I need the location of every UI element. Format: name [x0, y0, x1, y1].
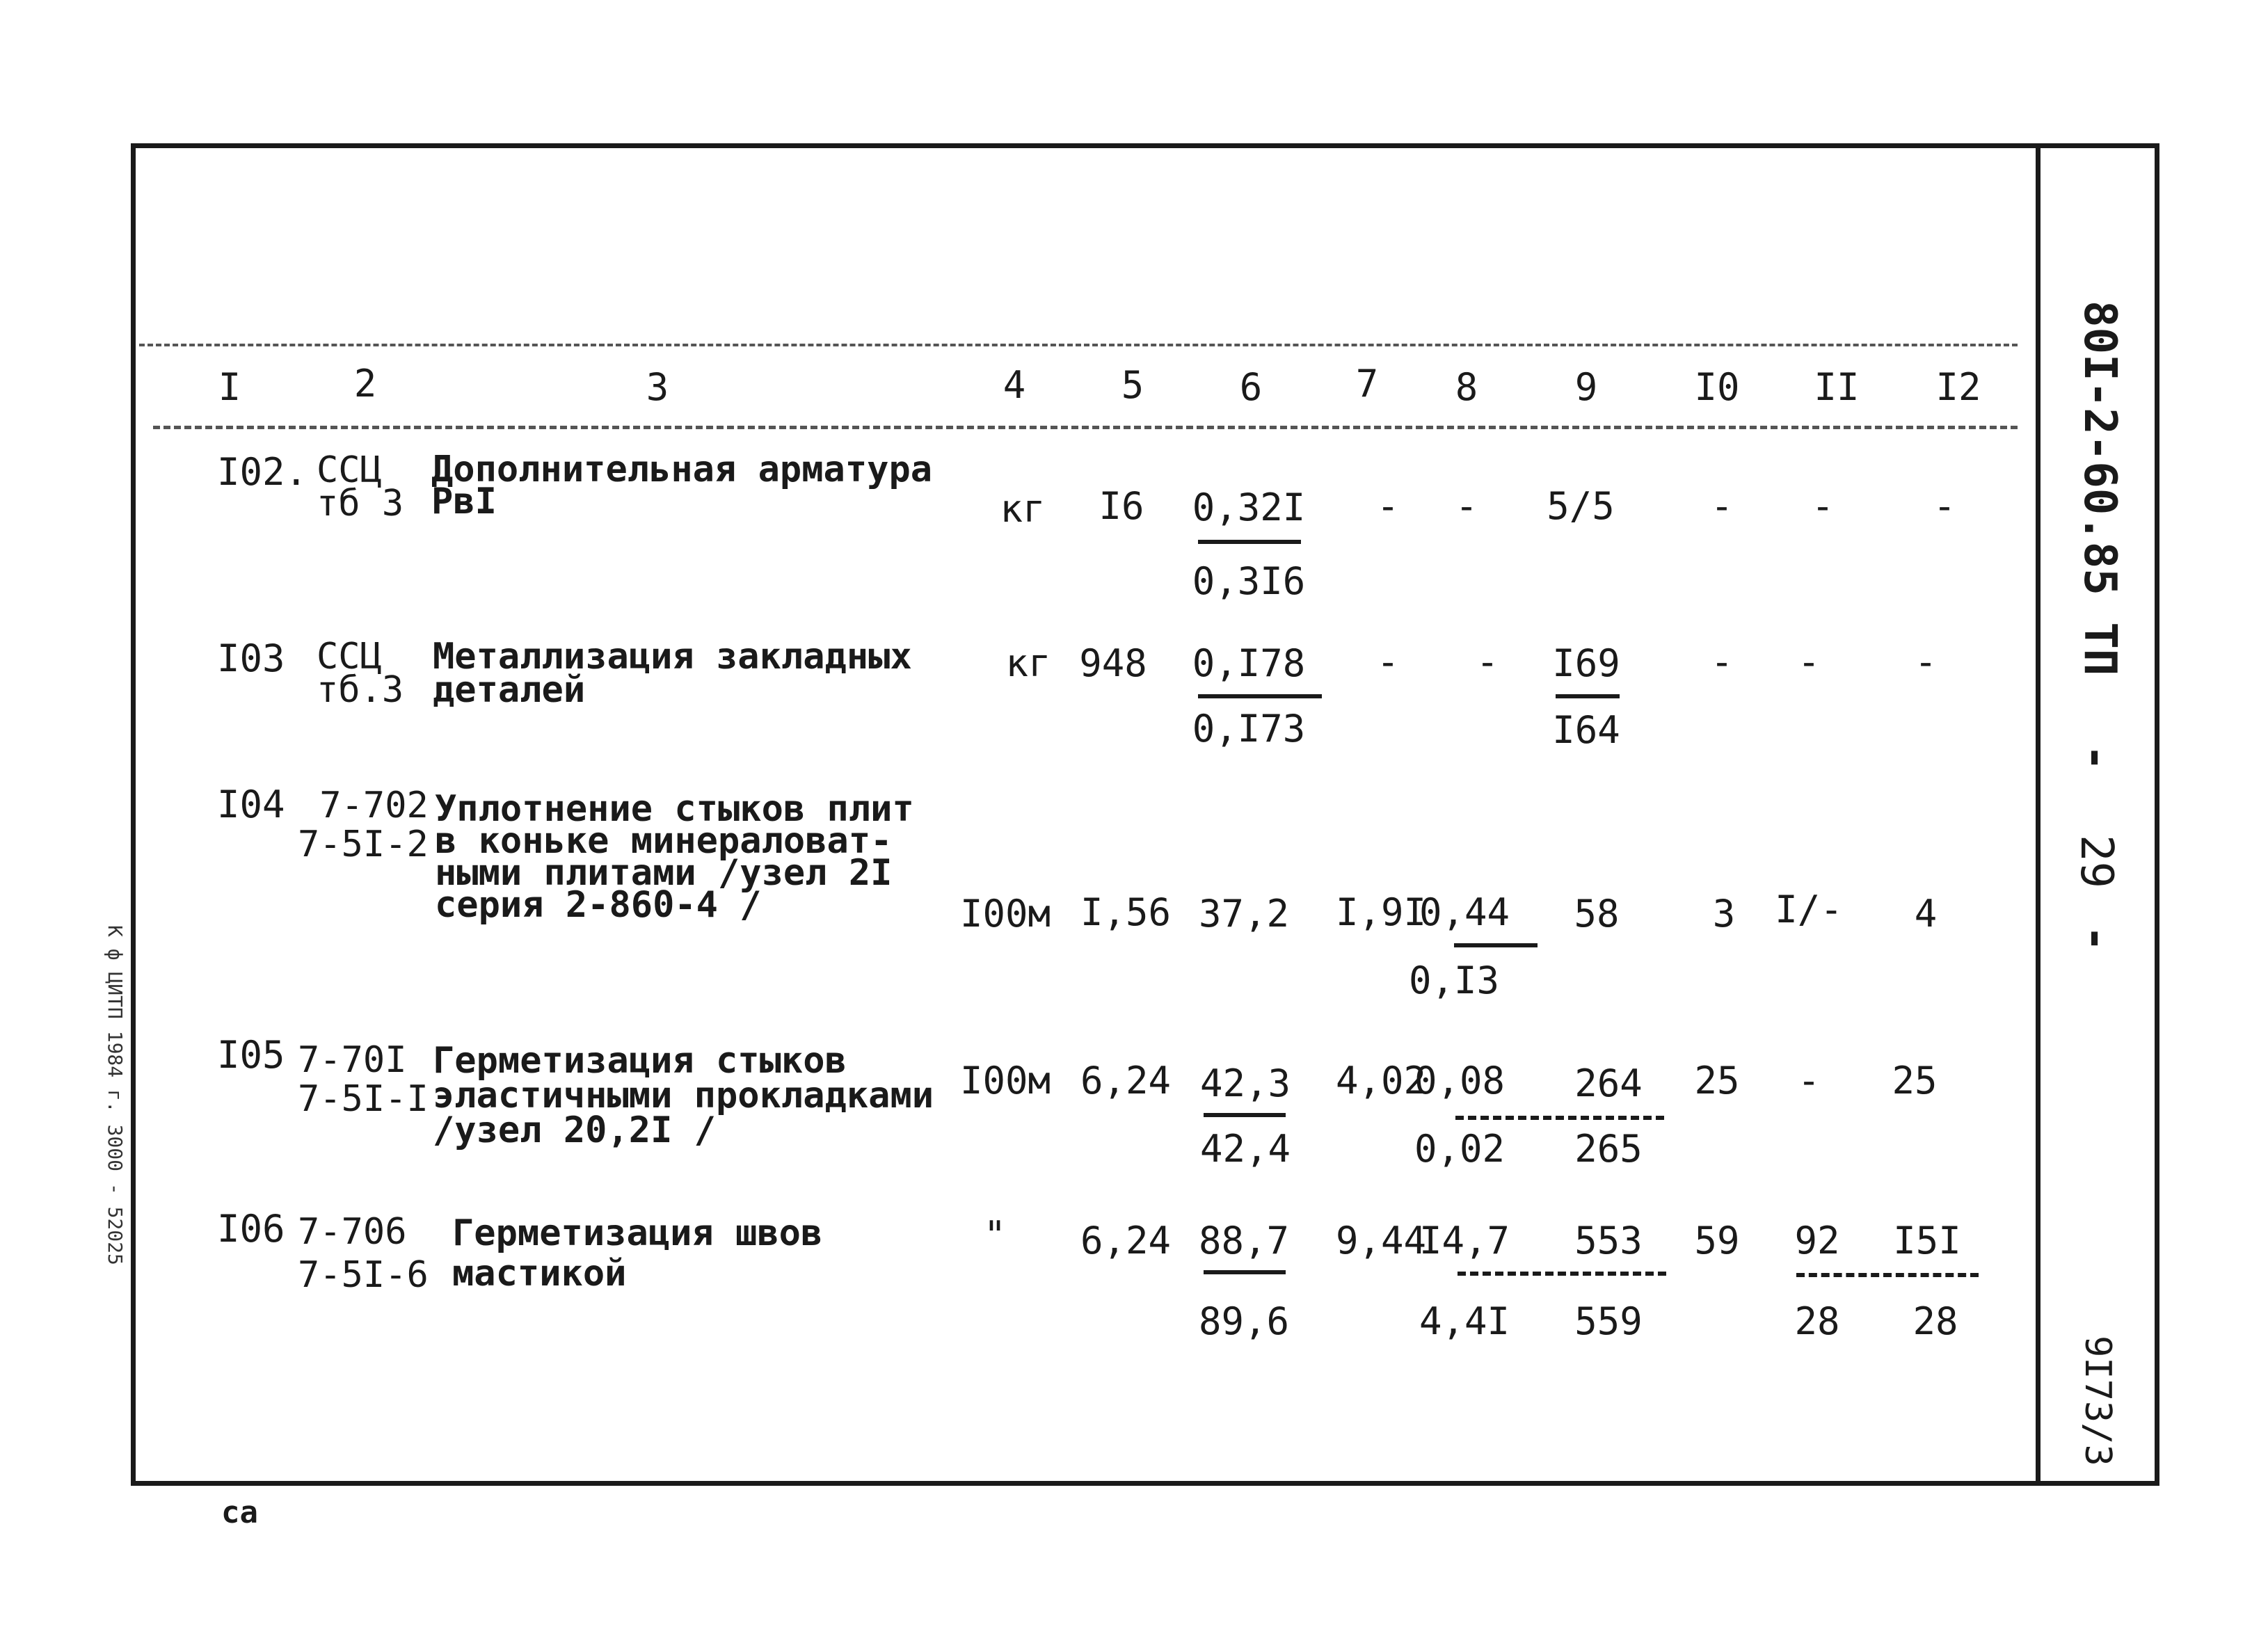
row-col8-top: 0,08	[1414, 1059, 1506, 1103]
row-col9-bottom: 559	[1574, 1299, 1643, 1343]
row-col8-top: 0,44	[1419, 890, 1510, 934]
col-header-10: I0	[1694, 365, 1740, 409]
row-col8-bottom: 0,I3	[1408, 959, 1500, 1002]
row-col12: 25	[1892, 1059, 1938, 1103]
row-col6-bottom: 89,6	[1198, 1299, 1290, 1343]
col-header-5: 5	[1121, 363, 1144, 407]
row-col5: 6,24	[1080, 1219, 1172, 1263]
row-unit: кг	[1000, 487, 1046, 531]
row-col12: -	[1933, 484, 1956, 528]
col-header-12: I2	[1935, 365, 1981, 409]
row-col7: 4,02	[1335, 1059, 1427, 1103]
row-number: I02.	[217, 450, 308, 494]
row-code: 7-702 7-5I-2	[298, 785, 429, 865]
fraction-line	[1198, 540, 1301, 544]
row-code: 7-70I 7-5I-I	[298, 1039, 429, 1120]
row-col12-top: I5I	[1893, 1219, 1961, 1263]
row-unit: "	[983, 1213, 1007, 1257]
row-col10: 25	[1694, 1059, 1740, 1103]
row-description: Уплотнение стыков плит в коньке минераловат- ными плитами /узел 2I серия 2-860-4 /	[435, 788, 914, 926]
stamp-dash: -	[2070, 744, 2122, 771]
row-col6-top: 0,32I	[1192, 486, 1306, 529]
header-bottom-rule	[153, 426, 2018, 429]
row-col8-bottom: 4,4I	[1419, 1299, 1510, 1343]
author-initials: са	[221, 1495, 258, 1530]
row-col5: I,56	[1080, 890, 1172, 934]
row-col12: -	[1914, 640, 1938, 684]
fraction-line	[1198, 694, 1322, 698]
col-header-2: 2	[353, 362, 377, 406]
row-col6-bottom: 0,I73	[1192, 707, 1306, 751]
row-col5: 6,24	[1080, 1059, 1172, 1103]
fraction-line-dashed	[1455, 1116, 1664, 1120]
header-top-rule	[139, 344, 2018, 346]
row-col9-bottom: I64	[1552, 708, 1620, 752]
row-col10: 3	[1712, 892, 1736, 936]
col-header-3: 3	[646, 365, 669, 409]
fraction-line	[1454, 943, 1538, 947]
row-col9: 58	[1574, 892, 1620, 936]
row-description: Дополнительная арматура РвI	[431, 449, 933, 522]
row-col8: -	[1476, 640, 1499, 684]
row-col9-bottom: 265	[1574, 1127, 1643, 1171]
fraction-line	[1204, 1270, 1286, 1274]
row-col6-top: 42,3	[1199, 1061, 1291, 1105]
row-number: I05	[217, 1033, 285, 1077]
row-col10: -	[1710, 484, 1734, 528]
print-mark: К ф ЦИТП 1984 г. 3000 - 52025	[104, 925, 127, 1265]
stamp-dash: -	[2070, 925, 2122, 952]
row-unit: кг	[1005, 641, 1051, 685]
row-col8-top: I4,7	[1419, 1219, 1510, 1263]
row-code: 7-706 7-5I-6	[298, 1211, 429, 1296]
row-unit: I00м	[959, 892, 1051, 936]
row-description: Герметизация стыков эластичными прокладками /узел 20,2I /	[433, 1040, 934, 1151]
row-col6-top: 0,I78	[1192, 641, 1306, 685]
row-unit: I00м	[959, 1059, 1051, 1103]
row-col9-top: 264	[1574, 1061, 1643, 1105]
row-col9-top: I69	[1552, 641, 1620, 685]
row-description: Герметизация швов мастикой	[452, 1212, 823, 1295]
col-header-6: 6	[1239, 365, 1263, 409]
col-header-8: 8	[1455, 365, 1478, 409]
row-number: I06	[217, 1207, 285, 1251]
row-col7: 9,44	[1335, 1219, 1427, 1263]
row-col11: -	[1797, 640, 1821, 684]
fraction-line	[1204, 1113, 1286, 1117]
row-col12: 4	[1914, 892, 1938, 936]
row-number: I03	[217, 636, 285, 680]
row-col9-top: 553	[1574, 1219, 1643, 1263]
col-header-11: II	[1814, 365, 1860, 409]
row-col11-top: 92	[1794, 1219, 1840, 1263]
row-number: I04	[217, 783, 285, 826]
row-col5: 948	[1079, 641, 1147, 685]
row-col11-bottom: 28	[1794, 1299, 1840, 1343]
row-col6-bottom: 0,3I6	[1192, 559, 1306, 603]
row-col6-bottom: 42,4	[1199, 1127, 1291, 1171]
row-col6-top: 88,7	[1198, 1219, 1290, 1263]
row-col8-bottom: 0,02	[1414, 1127, 1506, 1171]
row-col9: 5/5	[1547, 484, 1615, 528]
col-header-7: 7	[1355, 362, 1379, 406]
row-col11: -	[1797, 1059, 1821, 1103]
row-col10: 59	[1694, 1219, 1740, 1263]
row-col8: -	[1455, 484, 1478, 528]
row-col7: -	[1376, 640, 1400, 684]
row-col7: I,9I	[1335, 890, 1427, 934]
col-header-9: 9	[1574, 365, 1598, 409]
fraction-line-dashed	[1458, 1272, 1666, 1276]
fraction-line-dashed	[1796, 1273, 1979, 1277]
document-code: 80I-2-60.85 ТП	[2074, 300, 2125, 676]
row-col12-bottom: 28	[1912, 1299, 1958, 1343]
fraction-line	[1556, 694, 1620, 698]
row-col10: -	[1710, 640, 1734, 684]
sheet-number: 9I73/3	[2077, 1336, 2118, 1466]
col-header-4: 4	[1003, 363, 1026, 407]
row-description: Металлизация закладных деталей	[433, 636, 912, 711]
row-col5: I6	[1099, 484, 1144, 528]
row-col6: 37,2	[1198, 892, 1290, 936]
row-code: ССЦ тб 3	[317, 449, 404, 524]
row-col11: I/-	[1775, 888, 1843, 931]
row-col11: -	[1811, 484, 1835, 528]
row-code: ССЦ тб.3	[317, 636, 404, 711]
row-col7: -	[1376, 484, 1400, 528]
page-number: 29	[2070, 835, 2122, 889]
col-header-1: I	[218, 365, 241, 409]
